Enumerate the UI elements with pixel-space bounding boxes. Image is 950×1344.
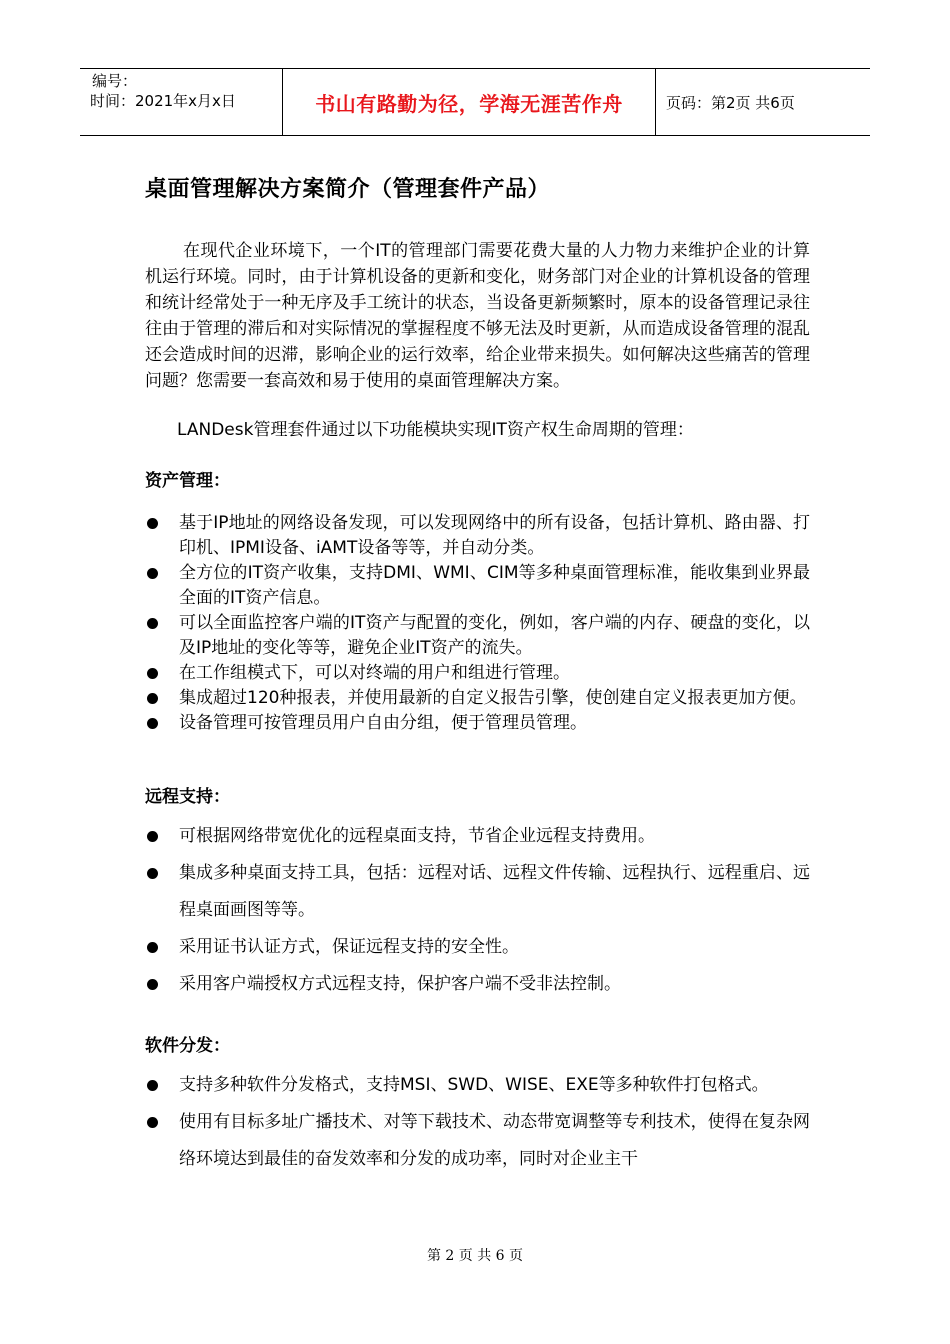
page-footer: 第 2 页 共 6 页 [426, 1248, 524, 1264]
list-item: 基于IP地址的网络设备发现，可以发现网络中的所有设备，包括计算机、路由器、打印机、IPMI设备、iAMT设备等等，并自动分类。 [145, 511, 810, 561]
page-info: 页码：第2页 共6页 [666, 93, 795, 112]
asset-heading: 资产管理： [145, 471, 230, 491]
bullet-icon [147, 618, 158, 629]
software-heading: 软件分发： [145, 1036, 230, 1056]
bullet-icon [147, 568, 158, 579]
asset-list [145, 511, 810, 736]
bullet-icon [147, 718, 158, 729]
lead-paragraph: LANDesk管理套件通过以下功能模块实现IT资产权生命周期的管理： [177, 420, 694, 440]
list-item: 使用有目标多址广播技术、对等下载技术、动态带宽调整等专利技术，使得在复杂网络环境达到最佳的奋发效率和分发的成功率，同时对企业主干 [145, 1104, 810, 1178]
list-item: 可根据网络带宽优化的远程桌面支持，节省企业远程支持费用。 [145, 818, 810, 855]
header-table [80, 68, 870, 136]
list-item: 可以全面监控客户端的IT资产与配置的变化，例如，客户端的内存、硬盘的变化，以及IP地址的变化等等，避免企业IT资产的流失。 [145, 611, 810, 661]
software-list [145, 1067, 810, 1178]
bullet-icon [147, 668, 158, 679]
header-page-cell [656, 69, 870, 135]
list-item: 在工作组模式下，可以对终端的用户和组进行管理。 [145, 661, 810, 686]
header-left-cell [80, 69, 283, 135]
list-item: 设备管理可按管理员用户自由分组，便于管理员管理。 [145, 711, 810, 736]
document-title: 桌面管理解决方案简介（管理套件产品） [145, 177, 551, 202]
intro-paragraph: 在现代企业环境下，一个IT的管理部门需要花费大量的人力物力来维护企业的计算机运行环境。同时，由于计算机设备的更新和变化，财务部门对企业的计算机设备的管理和统计经常处于一种无序及手工统计的状态，当设备更新频繁时，原本的设备管理记录往往由于管理的滞后和对实际情况的掌握程度不够无法及时更新，从而造成设备管理的混乱还会造成时间的迟滞，影响企业的运行效率，给企业带来损失。如何解决这些痛苦的管理问题？您需要一套高效和易于使用的桌面管理解决方案。 [145, 241, 810, 391]
bullet-icon [147, 831, 158, 842]
bullet-icon [147, 1080, 158, 1091]
bullet-icon [147, 942, 158, 953]
number-label: 编号： [92, 72, 138, 90]
bullet-icon [147, 979, 158, 990]
bullet-icon [147, 1117, 158, 1128]
motto-text: 书山有路勤为径，学海无涯苦作舟 [315, 91, 623, 116]
list-item: 集成多种桌面支持工具，包括：远程对话、远程文件传输、远程执行、远程重启、远程桌面画图等等。 [145, 855, 810, 929]
remote-heading: 远程支持： [145, 787, 230, 807]
bullet-icon [147, 693, 158, 704]
header-motto-cell [283, 69, 656, 135]
bullet-icon [147, 868, 158, 879]
remote-list [145, 818, 810, 1003]
list-item: 全方位的IT资产收集，支持DMI、WMI、CIM等多种桌面管理标准，能收集到业界最全面的IT资产信息。 [145, 561, 810, 611]
list-item: 集成超过120种报表，并使用最新的自定义报告引擎，使创建自定义报表更加方便。 [145, 686, 810, 711]
list-item: 支持多种软件分发格式，支持MSI、SWD、WISE、EXE等多种软件打包格式。 [145, 1067, 810, 1104]
time-label: 时间：2021年x月x日 [90, 92, 236, 110]
bullet-icon [147, 518, 158, 529]
list-item: 采用证书认证方式，保证远程支持的安全性。 [145, 929, 810, 966]
list-item: 采用客户端授权方式远程支持，保护客户端不受非法控制。 [145, 966, 810, 1003]
